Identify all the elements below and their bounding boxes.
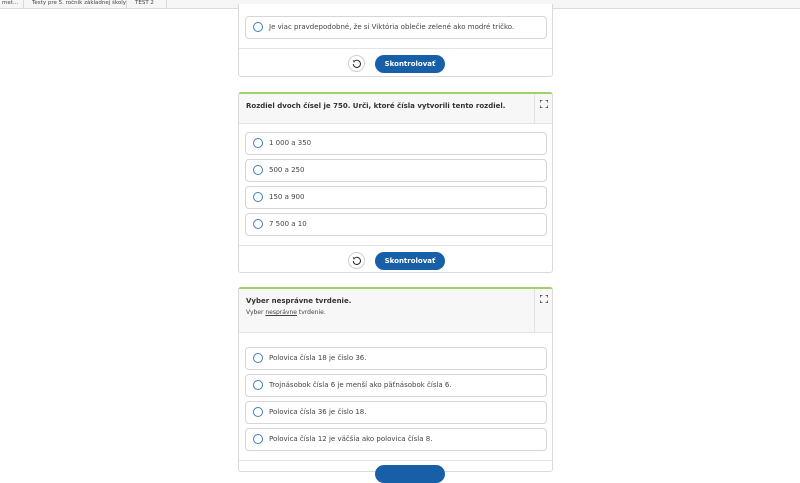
radio-button[interactable]	[253, 434, 263, 444]
reset-button[interactable]	[348, 55, 365, 72]
answer-option[interactable]	[245, 16, 547, 39]
answer-label: 1 000 a 350	[269, 139, 312, 147]
question-card	[238, 92, 553, 273]
radio-button[interactable]	[253, 407, 263, 417]
answer-option[interactable]	[245, 213, 547, 236]
answer-option[interactable]	[245, 347, 547, 370]
expand-button[interactable]	[534, 289, 552, 332]
radio-button[interactable]	[253, 353, 263, 363]
question-footer	[239, 48, 552, 78]
check-button[interactable]: Skontrolovať	[375, 55, 445, 73]
answer-label: 7 500 a 10	[269, 220, 307, 228]
answer-label: Trojnásobok čísla 6 je menší ako päťnásobok čísla 6.	[269, 381, 452, 389]
answer-label: Polovica čísla 36 je číslo 18.	[269, 408, 367, 416]
reset-icon	[352, 256, 361, 265]
question-title: Vyber nesprávne tvrdenie.	[246, 297, 352, 305]
expand-icon	[540, 100, 548, 108]
answer-label: Polovica čísla 18 je číslo 36.	[269, 354, 367, 362]
answer-label: 500 a 250	[269, 166, 305, 174]
check-button[interactable]	[375, 465, 445, 483]
question-instruction: Vyber nesprávne tvrdenie.	[246, 309, 326, 316]
question-header	[239, 94, 552, 124]
reset-icon	[352, 59, 361, 68]
answer-label: 150 a 900	[269, 193, 305, 201]
emphasis-word: nesprávne	[265, 309, 297, 316]
radio-button[interactable]	[253, 165, 263, 175]
expand-button[interactable]	[534, 94, 552, 123]
radio-button[interactable]	[253, 138, 263, 148]
radio-button[interactable]	[253, 192, 263, 202]
question-title: Rozdiel dvoch čísel je 750. Urči, ktoré čísla vytvorili tento rozdiel.	[246, 102, 506, 110]
question-header	[239, 289, 552, 333]
answer-label: Je viac pravdepodobné, že si Viktória oblečie zelené ako modré tričko.	[269, 23, 515, 31]
check-button[interactable]: Skontrolovať	[375, 252, 445, 270]
answer-option[interactable]	[245, 159, 547, 182]
question-footer	[239, 460, 552, 475]
answer-option[interactable]	[245, 428, 547, 451]
answer-label: Polovica čísla 12 je väčšia ako polovica čísla 8.	[269, 435, 433, 443]
radio-button[interactable]	[253, 22, 263, 32]
question-card-previous	[238, 4, 553, 77]
expand-icon	[540, 295, 548, 303]
question-card	[238, 287, 553, 472]
tab-item[interactable]: met...	[0, 0, 24, 8]
answer-option[interactable]	[245, 132, 547, 155]
tab-item[interactable]: TEST 2	[127, 0, 167, 8]
radio-button[interactable]	[253, 219, 263, 229]
answer-option[interactable]	[245, 401, 547, 424]
answer-option[interactable]	[245, 374, 547, 397]
question-footer	[239, 245, 552, 274]
reset-button[interactable]	[348, 252, 365, 269]
radio-button[interactable]	[253, 380, 263, 390]
tab-item[interactable]: Testy pre 5. ročník základnej školy	[24, 0, 127, 8]
answer-option[interactable]	[245, 186, 547, 209]
